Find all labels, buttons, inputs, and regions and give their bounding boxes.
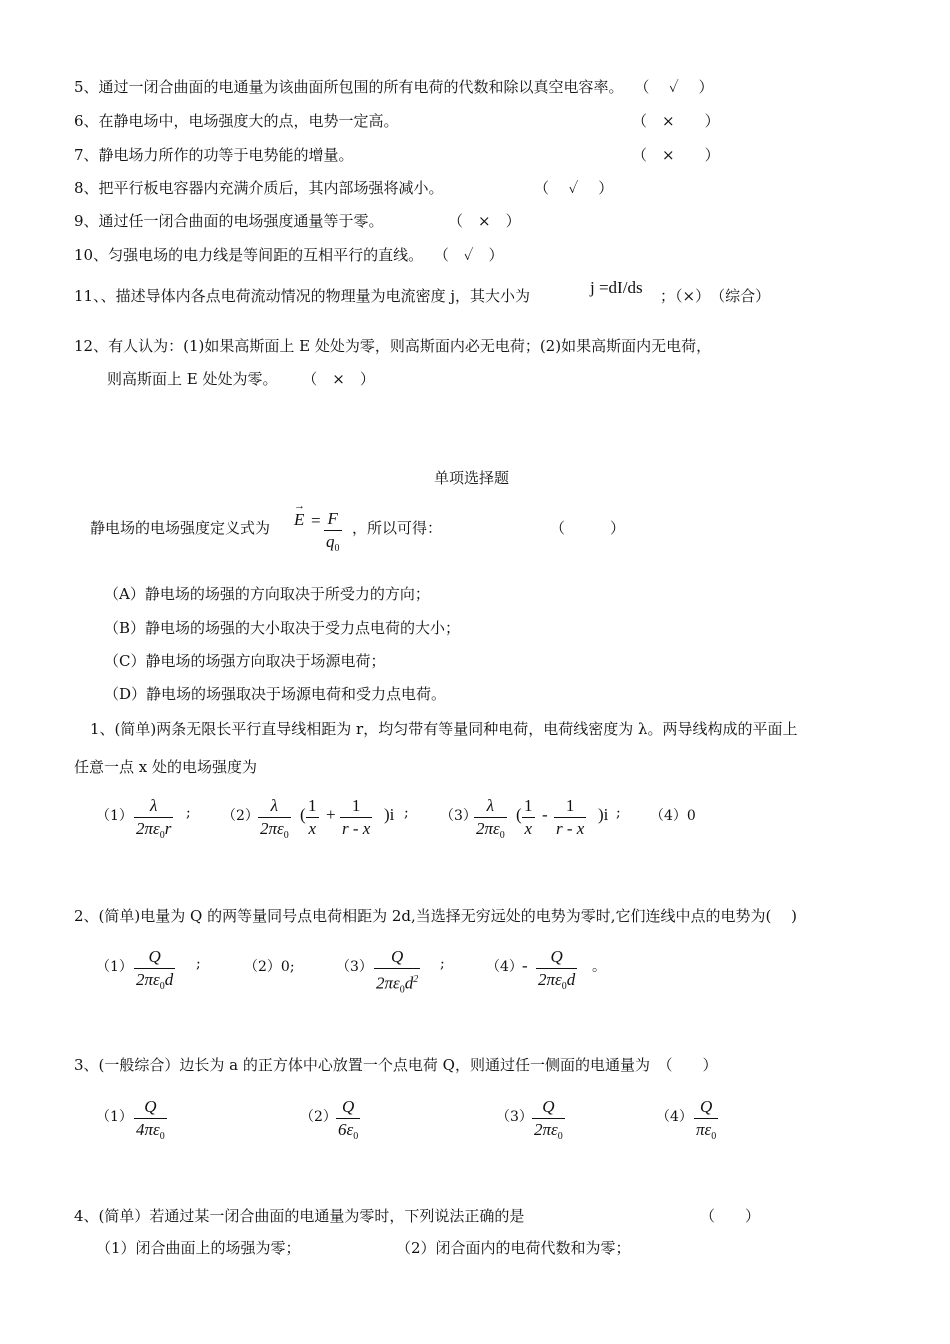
item-text: 8、把平行板电容器内充满介质后，其内部场强将减小。	[74, 179, 444, 197]
q1-semicolon: ;	[616, 805, 621, 821]
q3-option-2-fraction: Q $6\varepsilon_0$	[338, 1097, 359, 1142]
q0-field-symbol: E	[294, 510, 305, 529]
q1-option-1-label: （1）	[96, 808, 133, 824]
q3-option-3-label: （3）	[496, 1109, 533, 1125]
q1-option-3-label: （3）	[440, 808, 477, 824]
judgment-answer-9: （ × ）	[448, 212, 521, 230]
q1-semicolon: ;	[404, 805, 409, 821]
q3-stem: 3、(一般综合）边长为 a 的正方体中心放置一个点电荷 Q，则通过任一侧面的电通量为 （ ）	[74, 1056, 718, 1074]
q0-option-b: （B）静电场的场强的大小取决于受力点电荷的大小；	[104, 619, 461, 637]
item-text: 9、通过任一闭合曲面的电场强度通量等于零。	[74, 212, 384, 230]
q1-plus: +	[326, 805, 336, 824]
q3-option-4-fraction: Q $\pi\varepsilon_0$	[696, 1097, 717, 1142]
q1-option-3-fraction: λ $2\pi\varepsilon_0$	[476, 796, 505, 841]
q1-option-4: （4）0	[650, 808, 696, 824]
q1-minus: -	[542, 805, 548, 824]
q2-option-1-fraction: Q $2\pi\varepsilon_0d$	[136, 947, 174, 992]
item-answer: （ ✓ ）	[433, 246, 504, 264]
q1-semicolon: ;	[186, 805, 191, 821]
q4-stem: 4、(简单）若通过某一闭合曲面的电通量为零时，下列说法正确的是	[74, 1207, 525, 1225]
q2-semicolon: ;	[196, 956, 201, 972]
q0-stem-pre: 静电场的电场强度定义式为	[90, 519, 271, 537]
q3-option-2-label: （2）	[300, 1109, 337, 1125]
q1-option-2-fraction: λ $2\pi\varepsilon_0$	[260, 796, 289, 841]
judgment-answer-6: （ × ）	[632, 112, 720, 130]
q2-option-3-fraction: Q $2\pi\varepsilon_0d^2$	[376, 947, 419, 996]
q2-semicolon: ;	[440, 956, 445, 972]
q2-stem: 2、(简单)电量为 Q 的两等量同号点电荷相距为 2d,当选择无穷远处的电势为零时,它们连线中点的电势为( )	[74, 907, 798, 925]
item-text: 6、在静电场中，电场强度大的点，电势一定高。	[74, 112, 399, 130]
item-answer: （ ✓ ）	[634, 78, 714, 96]
q0-answer-blank: （ ）	[550, 519, 626, 537]
q3-option-1-label: （1）	[96, 1109, 133, 1125]
judgment-item-12-line1: 12、有人认为：(1)如果高斯面上 E 处处为零，则高斯面内必无电荷；(2)如果高斯面内无电荷，	[74, 337, 712, 355]
q1-stem-line1: 1、(简单)两条无限长平行直导线相距为 r，均匀带有等量同种电荷，电荷线密度为 λ。两导线构成的平面上	[90, 720, 798, 738]
judgment-item-12-line2	[107, 369, 375, 389]
section-title: 单项选择题	[434, 469, 510, 487]
q2-option-4-fraction: Q $2\pi\varepsilon_0d$	[538, 947, 576, 992]
q2-option-1-label: （1）	[96, 959, 133, 975]
judgment-item-9	[74, 211, 384, 231]
q1-option-2-label: （2）	[222, 808, 259, 824]
q4-option-1: （1）闭合曲面上的场强为零；	[96, 1239, 301, 1257]
q1-stem-line2: 任意一点 x 处的电场强度为	[74, 758, 257, 776]
q1-paren-open: (	[300, 805, 306, 824]
q3-option-4-label: （4）	[656, 1109, 693, 1125]
q0-vector-arrow: →	[294, 500, 305, 512]
q0-option-a: （A）静电场的场强的方向取决于所受力的方向；	[104, 585, 430, 603]
item-text: 10、匀强电场的电力线是等间距的互相平行的直线。	[74, 246, 424, 264]
judgment-item-5	[74, 77, 714, 97]
q4-option-2: （2）闭合面内的电荷代数和为零；	[396, 1239, 631, 1257]
q1-option-2-unit-vector: )i	[384, 805, 395, 824]
q1-option-3-term-2: 1 r - x	[556, 796, 585, 838]
q1-option-2-term-2: 1 r - x	[342, 796, 371, 838]
q3-option-1-fraction: Q $4\pi\varepsilon_0$	[136, 1097, 165, 1142]
q1-option-3-unit-vector: )i	[598, 805, 609, 824]
judgment-item-8	[74, 178, 444, 198]
q0-option-c: （C）静电场的场强方向取决于场源电荷；	[104, 652, 386, 670]
q0-equals: =	[311, 511, 321, 530]
q1-option-2-term-1: 1 x	[308, 796, 317, 838]
q0-stem-post: ，所以可得：	[352, 519, 443, 537]
q2-minus: -	[522, 956, 528, 975]
q1-paren-open: (	[516, 805, 522, 824]
q1-option-3-term-1: 1 x	[524, 796, 533, 838]
current-density-formula: j =dI/ds	[590, 278, 643, 297]
q2-option-4-label: （4）	[486, 959, 523, 975]
judgment-answer-8: （ ✓ ）	[534, 179, 614, 197]
q0-definition-fraction: F $q_0$	[326, 509, 340, 554]
item-text: 5、通过一闭合曲面的电通量为该曲面所包围的所有电荷的代数和除以真空电容率。	[74, 78, 624, 96]
q4-answer-blank: （ ）	[700, 1207, 761, 1225]
q2-end: 。	[592, 959, 606, 975]
q2-option-2: （2）0;	[244, 959, 295, 975]
item-text: 11、、描述导体内各点电荷流动情况的物理量为电流密度 j，其大小为	[74, 287, 531, 305]
q3-option-3-fraction: Q $2\pi\varepsilon_0$	[534, 1097, 563, 1142]
q2-option-3-label: （3）	[336, 959, 373, 975]
judgment-item-10	[74, 245, 504, 265]
q0-option-d: （D）静电场的场强取决于场源电荷和受力点电荷。	[104, 685, 447, 703]
item-answer: （ × ）	[302, 370, 375, 388]
judgment-item-11	[74, 286, 530, 306]
judgment-item-7	[74, 145, 354, 165]
judgment-item-6	[74, 111, 399, 131]
item-text: 则高斯面上 E 处处为零。	[107, 370, 278, 388]
q1-option-1-fraction: λ $2\pi\varepsilon_0r$	[136, 796, 172, 841]
item-text: 7、静电场力所作的功等于电势能的增量。	[74, 146, 354, 164]
judgment-answer-11: ；（×） （综合）	[660, 287, 771, 305]
judgment-answer-7: （ × ）	[632, 146, 720, 164]
